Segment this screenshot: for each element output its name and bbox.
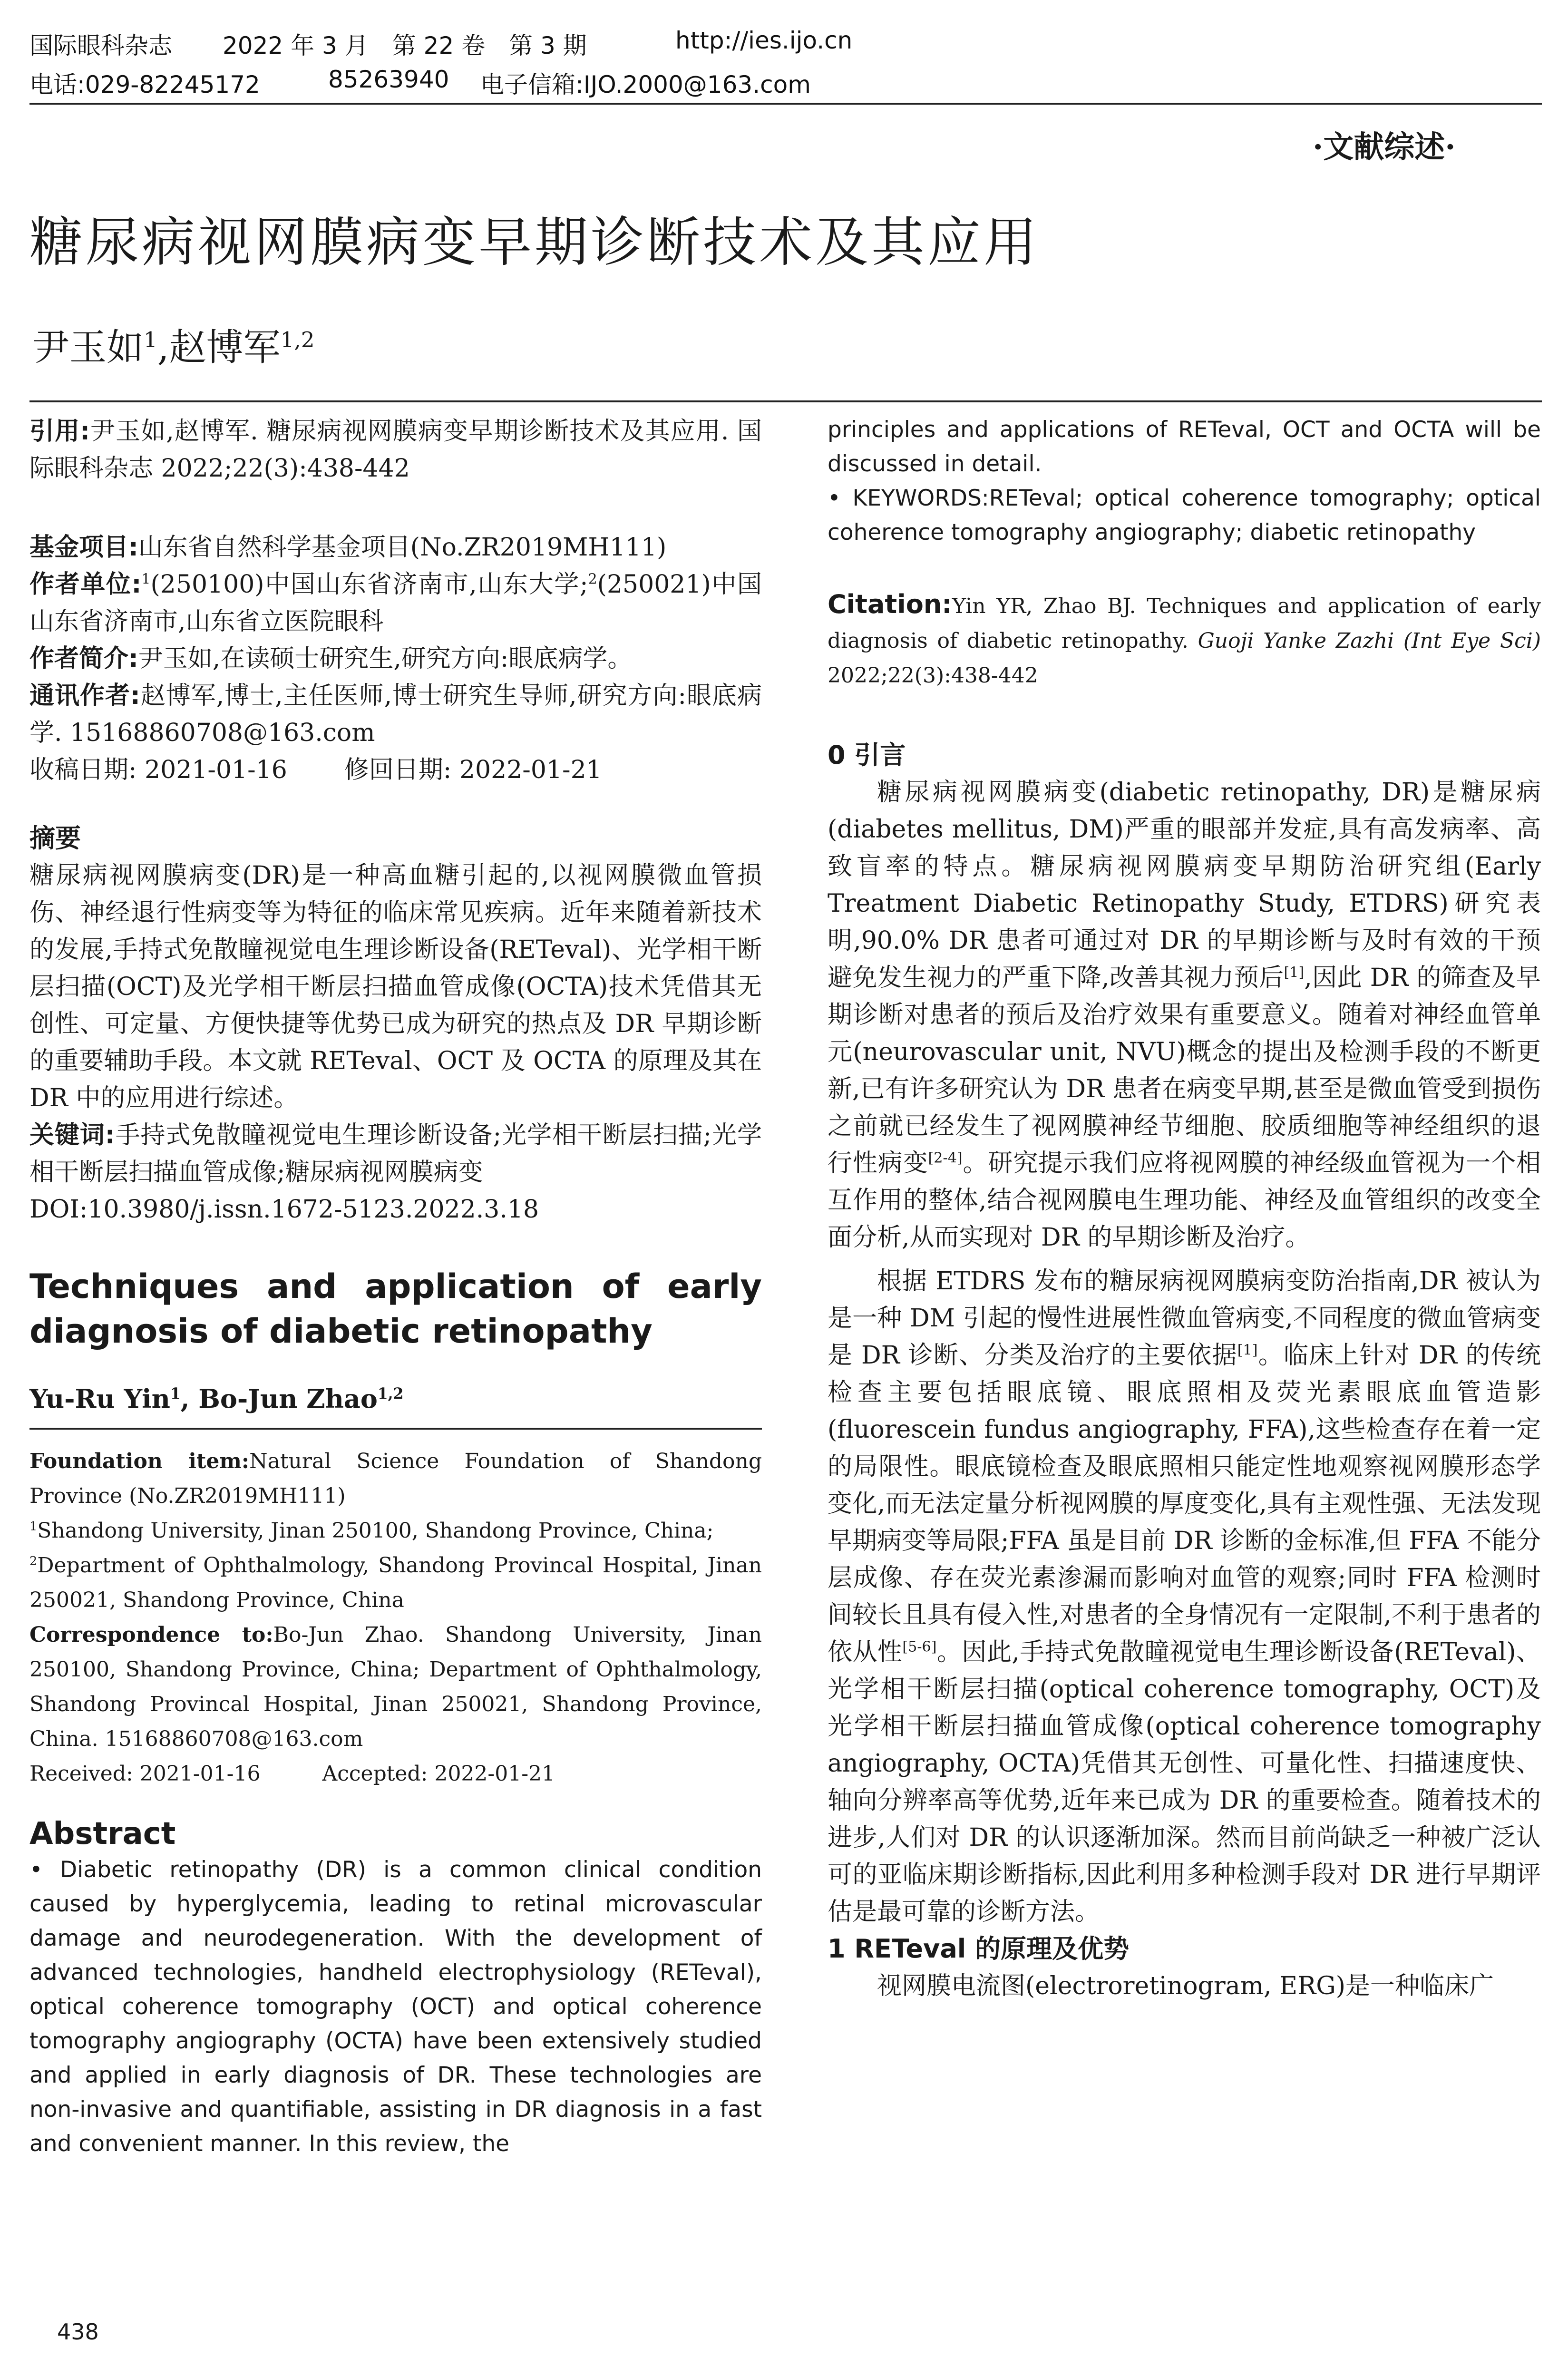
citation-en-journal: Guoji Yanke Zazhi (Int Eye Sci) bbox=[1198, 629, 1541, 653]
reference-mark[interactable]: [2-4] bbox=[928, 1150, 963, 1167]
page-number: 438 bbox=[57, 2319, 99, 2345]
author-affiliation-mark: 1 bbox=[170, 1385, 181, 1403]
issue-info: 2022 年 3 月 第 22 卷 第 3 期 bbox=[223, 32, 587, 59]
right-column bbox=[828, 413, 1541, 2005]
phone-number-2: 85263940 bbox=[328, 66, 449, 93]
author-affiliation-mark: 1,2 bbox=[280, 327, 315, 352]
author-bio bbox=[29, 640, 762, 677]
author-separator: , bbox=[157, 326, 169, 369]
affiliation-1 bbox=[29, 1513, 762, 1548]
author-units bbox=[29, 566, 762, 640]
unit-text: (250100)中国山东省济南市,山东大学; bbox=[150, 570, 588, 599]
bullet-icon: • bbox=[29, 1857, 43, 1883]
abstract-en-continued: principles and applications of RETeval, OCT and OCTA will be discussed in detail. bbox=[828, 417, 1541, 477]
foundation-label: Foundation item: bbox=[29, 1449, 250, 1473]
unit-mark: 1 bbox=[141, 571, 151, 588]
section-1-paragraph: 视网膜电流图(electroretinogram, ERG)是一种临床广 bbox=[877, 1972, 1494, 2000]
affiliation-text: Department of Ophthalmology, Shandong Provincal Hospital, Jinan 250021, Shandong Province, China bbox=[29, 1553, 762, 1612]
english-author-rule bbox=[29, 1428, 762, 1430]
author-affiliation-mark: 1,2 bbox=[377, 1385, 404, 1403]
author-name-en: Bo-Jun Zhao bbox=[198, 1383, 378, 1414]
citation-en-label: Citation: bbox=[828, 589, 952, 619]
affiliation-mark: 1 bbox=[29, 1519, 38, 1534]
intro-paragraph-2 bbox=[828, 1263, 1541, 1930]
received-date-en: Received: 2021-01-16 bbox=[29, 1762, 261, 1786]
paragraph-text: 。因此,手持式免散瞳视觉电生理诊断设备(RETeval)、光学相干断层扫描(optical coherence tomography, OCT)及光学相干断层扫描血管成像(optical coherence tomography angiography, OCTA)凭借其无创性、可量化性、扫描速度快、轴向分辨率高等优势,近年来已成为 DR 的重要检查。随着技术的进步,人们对 DR 的认识逐渐加深。然而目前尚缺乏一种被广泛认可的亚临床期诊断指标,因此利用多种检测手段对 DR 进行早期评估是最可靠的诊断方法。 bbox=[828, 1638, 1541, 1926]
bio-label: 作者简介: bbox=[29, 644, 138, 673]
paragraph-text: 。研究提示我们应将视网膜的神经级血管视为一个相互作用的整体,结合视网膜电生理功能、神经及血管组织的改变全面分析,从而实现对 DR 的早期诊断及治疗。 bbox=[828, 1149, 1541, 1252]
keywords-en bbox=[828, 481, 1541, 550]
english-funding bbox=[29, 1444, 762, 1513]
affiliation-text: Shandong University, Jinan 250100, Shandong Province, China; bbox=[37, 1519, 714, 1543]
bullet-icon: • bbox=[828, 485, 841, 511]
section-1-heading: 1 RETeval 的原理及优势 bbox=[828, 1934, 1130, 1964]
paragraph-text: 糖尿病视网膜病变(diabetic retinopathy, DR)是糖尿病(diabetes mellitus, DM)严重的眼部并发症,具有高发病率、高致盲率的特点。糖尿病视网膜病变早期防治研究组(Early Treatment Diabetic Retinopathy Study, ETDRS)研究表明,90.0% DR 患者可通过对 DR 的早期诊断与及时有效的干预避免发生视力的严重下降,改善其视力预后 bbox=[828, 778, 1541, 992]
author-line bbox=[32, 318, 315, 371]
correspondence-text: Bo-Jun Zhao. Shandong University, Jinan 250100, Shandong Province, China; Department of Ophthalmology, Shandong Provincal Hospital, Jinan 250021, Shandong Province, China. 15168860708@163.com bbox=[29, 1623, 762, 1751]
left-column bbox=[29, 413, 762, 2161]
funding-info bbox=[29, 529, 762, 566]
citation-text: 尹玉如,赵博军. 糖尿病视网膜病变早期诊断技术及其应用. 国际眼科杂志 2022;22(3):438-442 bbox=[29, 417, 762, 483]
keywords-en-text: RETeval; optical coherence tomography; optical coherence tomography angiography; diabetic retinopathy bbox=[828, 485, 1541, 546]
abstract-cn-heading: 摘要 bbox=[29, 823, 81, 853]
author-affiliation-mark: 1 bbox=[144, 327, 157, 352]
paragraph-text: ,因此 DR 的筛查及早期诊断对患者的预后及治疗效果有重要意义。随着对神经血管单元(neurovascular unit, NVU)概念的提出及检测手段的不断更新,已有许多研究认为 DR 患者在病变早期,甚至是微血管受到损伤之前就已经发生了视网膜神经节细胞、胶质细胞等神经组织的退行性病变 bbox=[828, 964, 1541, 1178]
affiliation-mark: 2 bbox=[29, 1554, 38, 1568]
citation-en-tail: 2022;22(3):438-442 bbox=[828, 663, 1038, 688]
bio-text: 尹玉如,在读硕士研究生,研究方向:眼底病学。 bbox=[138, 644, 633, 673]
intro-heading: 0 引言 bbox=[828, 740, 906, 770]
citation-en-text: Yin YR, Zhao BJ. Techniques and application of early diagnosis of diabetic retinopathy. bbox=[828, 594, 1541, 653]
accepted-date-en: Accepted: 2022-01-21 bbox=[322, 1762, 555, 1786]
abstract-en-heading: Abstract bbox=[29, 1816, 176, 1851]
abstract-cn-text: 糖尿病视网膜病变(DR)是一种高血糖引起的,以视网膜微血管损伤、神经退行性病变等为特征的临床常见疾病。近年来随着新技术的发展,手持式免散瞳视觉电生理诊断设备(RETeval)、光学相干断层扫描(OCT)及光学相干断层扫描血管成像(OCTA)技术凭借其无创性、可定量、方便快捷等优势已成为研究的热点及 DR 早期诊断的重要辅助手段。本文就 RETeval、OCT 及 OCTA 的原理及其在 DR 中的应用进行综述。 bbox=[29, 861, 762, 1112]
citation-label: 引用: bbox=[29, 417, 90, 446]
intro-paragraph-1 bbox=[828, 774, 1541, 1256]
corr-text: 赵博军,博士,主任医师,博士研究生导师,研究方向:眼底病学. 15168860708@163.com bbox=[29, 682, 762, 747]
unit-text: (250021)中国山东省济南市,山东省立医院眼科 bbox=[29, 570, 762, 636]
paragraph-text: 根据 ETDRS 发布的糖尿病视网膜病变防治指南,DR 被认为是一种 DM 引起的慢性进展性微血管病变,不同程度的微血管病变是 DR 诊断、分类及治疗的主要依据 bbox=[828, 1267, 1541, 1370]
author-name-en: Yu-Ru Yin bbox=[29, 1383, 170, 1414]
dates-cn bbox=[29, 751, 762, 789]
citation-cn bbox=[29, 413, 762, 487]
citation-en bbox=[828, 587, 1541, 693]
dates-en bbox=[29, 1756, 762, 1791]
reference-mark[interactable]: [5-6] bbox=[902, 1638, 937, 1656]
funding-label: 基金项目: bbox=[29, 533, 138, 562]
english-author-line bbox=[29, 1380, 762, 1417]
keywords-en-label: KEYWORDS: bbox=[852, 485, 989, 511]
section-tag: ·文献综述· bbox=[1313, 129, 1456, 165]
english-correspondence bbox=[29, 1617, 762, 1756]
header-rule bbox=[29, 103, 1542, 105]
foundation-text: Natural Science Foundation of Shandong Province (No.ZR2019MH111) bbox=[29, 1449, 762, 1508]
unit-mark: 2 bbox=[588, 571, 597, 588]
keywords-label: 关键词: bbox=[29, 1121, 115, 1150]
revised-date: 修回日期: 2022-01-21 bbox=[344, 756, 602, 784]
keywords-cn bbox=[29, 1117, 762, 1191]
doi[interactable]: DOI:10.3980/j.issn.1672-5123.2022.3.18 bbox=[29, 1195, 539, 1224]
received-date: 收稿日期: 2021-01-16 bbox=[29, 756, 287, 784]
author-separator: , bbox=[180, 1383, 199, 1414]
paragraph-text: 。临床上针对 DR 的传统检查主要包括眼底镜、眼底照相及荧光素眼底血管造影(fluorescein fundus angiography, FFA),这些检查存在着一定的局限性。眼底镜检查及眼底照相只能定性地观察视网膜形态学变化,而无法定量分析视网膜的厚度变化,具有主观性强、无法发现早期病变等局限;FFA 虽是目前 DR 诊断的金标准,但 FFA 不能分层成像、存在荧光素渗漏而影响对血管的观察;同时 FFA 检测时间较长且具有侵入性,对患者的全身情况有一定限制,不利于患者的依从性 bbox=[828, 1341, 1541, 1666]
author-name: 尹玉如 bbox=[32, 326, 144, 369]
corr-label: 通讯作者: bbox=[29, 682, 140, 710]
author-name: 赵博军 bbox=[169, 326, 281, 369]
reference-mark[interactable]: [1] bbox=[1284, 964, 1305, 981]
units-label: 作者单位: bbox=[29, 570, 142, 599]
abstract-en-body: Diabetic retinopathy (DR) is a common clinical condition caused by hyperglycemia, leading to retinal microvascular damage and neurodegeneration. With the development of advanced technologies, handheld electrophysiology (RETeval), optical coherence tomography (OCT) and optical coherence tomography angiography (OCTA) have been extensively studied and applied in early diagnosis of DR. These technologies are non-invasive and quantifiable, assisting in DR diagnosis in a fast and convenient manner. In this review, the bbox=[29, 1857, 762, 2157]
affiliation-2 bbox=[29, 1548, 762, 1617]
reference-mark[interactable]: [1] bbox=[1237, 1342, 1258, 1359]
email[interactable]: 电子信箱:IJO.2000@163.com bbox=[480, 71, 811, 98]
phone-number: 电话:029-82245172 bbox=[29, 71, 260, 98]
correspondence-label: Correspondence to: bbox=[29, 1623, 273, 1647]
title-rule bbox=[29, 400, 1542, 402]
funding-text: 山东省自然科学基金项目(No.ZR2019MH111) bbox=[138, 533, 667, 562]
corresponding-author bbox=[29, 677, 762, 751]
keywords-text: 手持式免散瞳视觉电生理诊断设备;光学相干断层扫描;光学相干断层扫描血管成像;糖尿病视网膜病变 bbox=[29, 1121, 762, 1187]
article-title: 糖尿病视网膜病变早期诊断技术及其应用 bbox=[29, 212, 1040, 273]
abstract-en-text bbox=[29, 1853, 762, 2161]
english-title: Techniques and application of early diagnosis of diabetic retinopathy bbox=[29, 1267, 762, 1351]
journal-url[interactable]: http://ies.ijo.cn bbox=[675, 27, 853, 54]
journal-name: 国际眼科杂志 bbox=[29, 32, 172, 59]
